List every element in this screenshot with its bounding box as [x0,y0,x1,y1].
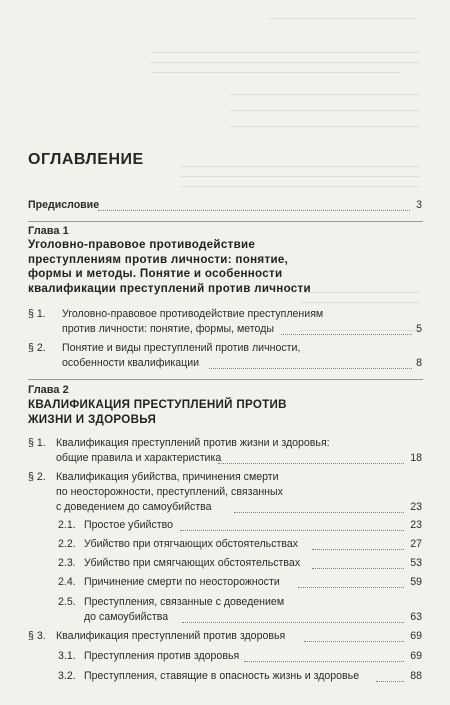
leader-dots [376,681,404,682]
subsection-number: 2.1. [58,519,76,531]
page-number: 23 [410,501,422,513]
leader-dots [298,587,404,588]
leader-dots [312,549,404,550]
leader-dots [234,512,404,513]
leader-dots [304,641,404,642]
section-title-line: Уголовно-правовое противодействие преступлениям [62,308,324,320]
chapter-title[interactable] [28,398,428,427]
chapter-title-line: ЖИЗНИ И ЗДОРОВЬЯ [28,412,157,426]
leader-dots [218,463,404,464]
subsection-title: Убийство при отягчающих обстоятельствах [84,538,299,550]
page-number: 69 [410,650,422,662]
leader-dots [244,661,404,662]
subsection-title: Причинение смерти по неосторожности [84,576,280,588]
chapter-label: Глава 1 [28,225,69,237]
section-number: § 2. [28,471,46,483]
subsection-number: 3.1. [58,650,76,662]
subsection-title: Преступления против здоровья [84,650,240,662]
subsection-title-line: Преступления, связанные с доведением [84,596,285,608]
page-number: 8 [416,357,422,369]
subsection-number: 2.5. [58,596,76,608]
section-title-line: против личности: понятие, формы, методы [62,323,274,335]
section-number: § 3. [28,630,46,642]
preface-label: Предисловие [28,199,100,211]
chapter-title-line: формы и методы. Понятие и особенности [28,267,283,280]
chapter-title-line: КВАЛИФИКАЦИЯ ПРЕСТУПЛЕНИЙ ПРОТИВ [28,398,287,411]
ghost-line [180,176,420,177]
subsection-title: Убийство при смягчающих обстоятельствах [84,557,301,569]
section-rule [28,221,423,222]
section-title-line: с доведением до самоубийства [56,501,212,513]
chapter-title-line: Уголовно-правовое противодействие [28,238,256,251]
section-title-line: особенности квалификации [62,357,200,369]
leader-dots [180,530,404,531]
subsection-number: 2.2. [58,538,76,550]
section-title-line: Квалификация убийства, причинения смерти [56,471,279,483]
toc-heading: ОГЛАВЛЕНИЕ [28,151,144,168]
ghost-line [150,62,420,63]
page-number: 5 [416,323,422,335]
ghost-line [300,302,420,303]
chapter-label: Глава 2 [28,384,69,396]
section-title-line: Квалификация преступлений против жизни и здоровья: [56,437,330,449]
ghost-line [230,94,420,95]
page-number: 3 [416,199,422,211]
subsection-title: Простое убийство [84,519,174,531]
page-number: 63 [410,611,422,623]
section-title-line: Квалификация преступлений против здоровья [56,630,286,642]
subsection-title-line: до самоубийства [84,611,169,623]
leader-dots [98,210,410,211]
chapter-title-line: квалификации преступлений против личности [28,281,311,295]
leader-dots [209,368,412,369]
leader-dots [281,334,412,335]
chapter-title-line: преступлениям против личности: понятие, [28,252,289,266]
subsection-number: 2.3. [58,557,76,569]
section-number: § 2. [28,342,46,354]
chapter-title[interactable] [28,238,428,296]
ghost-header-rule [268,18,418,19]
page-number: 88 [410,670,422,682]
page-number: 23 [410,519,422,531]
section-number: § 1. [28,437,46,449]
section-title-line: по неосторожности, преступлений, связанных [56,486,283,498]
page-number: 59 [410,576,422,588]
leader-dots [312,568,404,569]
ghost-line [230,110,420,111]
section-title-line: Понятие и виды преступлений против личности, [62,342,301,354]
ghost-line [300,330,420,331]
leader-dots [182,622,404,623]
ghost-line [180,166,420,167]
page-number: 27 [410,538,422,550]
section-rule [28,379,423,380]
ghost-line [150,52,420,53]
section-number: § 1. [28,308,46,320]
subsection-number: 3.2. [58,670,76,682]
page-number: 18 [410,452,422,464]
subsection-title: Преступления, ставящие в опасность жизнь и здоровье [84,670,360,682]
ghost-line [230,126,420,127]
ghost-line [180,186,420,187]
subsection-number: 2.4. [58,576,76,588]
page-number: 53 [410,557,422,569]
ghost-line [150,72,400,73]
section-title-line: общие правила и характеристика [56,452,222,464]
page-number: 69 [410,630,422,642]
